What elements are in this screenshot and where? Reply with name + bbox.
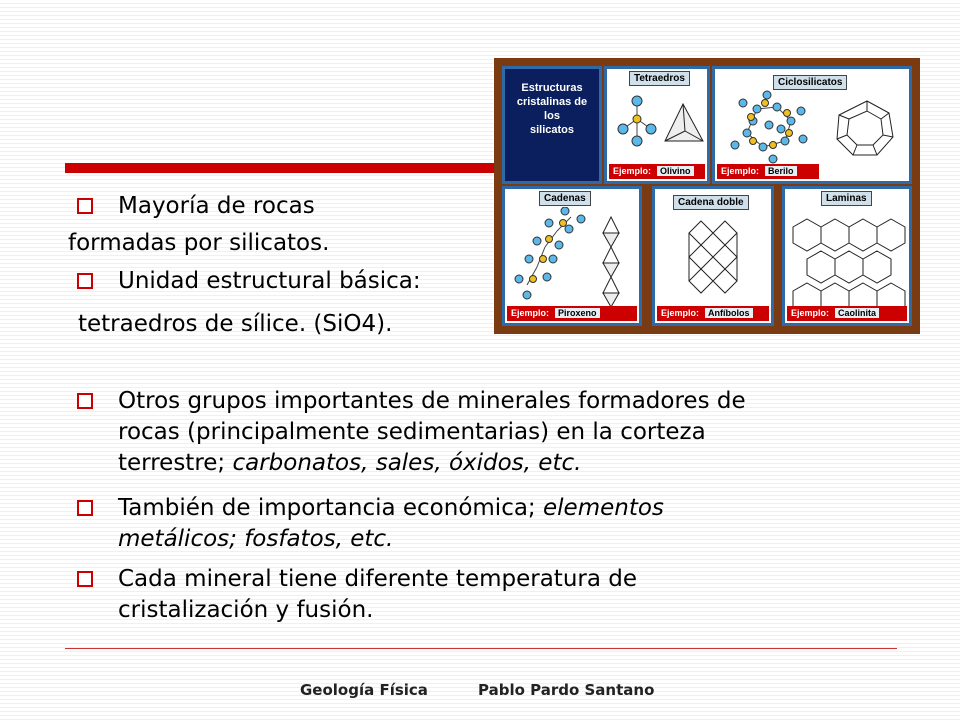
bullet-4-line-1: También de importancia económica; elementos — [118, 495, 664, 521]
panel-title: Cadenas — [539, 191, 591, 206]
panel-ciclosilicatos — [712, 66, 912, 184]
bullet-marker — [77, 571, 93, 587]
panel-title: Ciclosilicatos — [773, 75, 847, 90]
header-line-3: los — [544, 110, 560, 122]
bullet-4 — [118, 493, 878, 555]
tetrahedron-diagram — [609, 89, 709, 169]
panel-cadenas — [502, 186, 642, 326]
bullet-3 — [118, 386, 878, 479]
panel-title: Cadena doble — [673, 195, 749, 210]
chain-silicate-diagram — [507, 207, 641, 307]
bullet-3-line-2: rocas (principalmente sedimentarias) en la corteza — [118, 419, 706, 445]
double-chain-diagram — [657, 213, 773, 313]
panel-tetraedros — [604, 66, 710, 184]
header-line-1: Estructuras — [521, 82, 583, 94]
panel-title: Tetraedros — [629, 71, 690, 86]
footer-course: Geología Física — [300, 681, 428, 699]
bullet-marker — [77, 273, 93, 289]
title-accent-bar — [65, 163, 500, 173]
bullet-5-line-1: Cada mineral tiene diferente temperatura de — [118, 566, 638, 592]
panel-example: Ejemplo: Caolinita — [787, 306, 907, 321]
bullet-1-line-2: formadas por silicatos. — [68, 230, 330, 256]
footer-divider — [65, 648, 897, 649]
bullet-marker — [77, 393, 93, 409]
panel-example: Ejemplo: Anfíbolos — [657, 306, 769, 321]
bullet-4-line-2: metálicos; fosfatos, etc. — [118, 526, 394, 552]
panel-example: Ejemplo: Piroxeno — [507, 306, 637, 321]
panel-laminas — [782, 186, 912, 326]
bullet-marker — [77, 500, 93, 516]
silicate-structures-figure — [494, 58, 920, 334]
bullet-2-line-2: tetraedros de sílice. (SiO4). — [78, 311, 393, 337]
figure-header-panel — [502, 66, 602, 184]
ring-silicate-diagram — [717, 89, 907, 169]
panel-cadena-doble — [652, 186, 774, 326]
bullet-1-line-1: Mayoría de rocas — [118, 193, 315, 219]
bullet-5 — [118, 564, 878, 626]
bullet-marker — [77, 198, 93, 214]
bullet-3-line-1: Otros grupos importantes de minerales formadores de — [118, 388, 746, 414]
figure-header-title — [505, 81, 599, 137]
footer-author: Pablo Pardo Santano — [478, 681, 655, 699]
header-line-2: cristalinas de — [516, 96, 588, 108]
panel-example: Ejemplo: Olivino — [609, 164, 705, 179]
panel-title: Laminas — [821, 191, 872, 206]
panel-example: Ejemplo: Berilo — [717, 164, 819, 179]
sheet-silicate-diagram — [787, 209, 911, 309]
bullet-3-line-3: terrestre; carbonatos, sales, óxidos, etc. — [118, 450, 582, 476]
bullet-5-line-2: cristalización y fusión. — [118, 597, 374, 623]
bullet-2-line-1: Unidad estructural básica: — [118, 268, 421, 294]
header-line-4: silicatos — [529, 124, 575, 136]
